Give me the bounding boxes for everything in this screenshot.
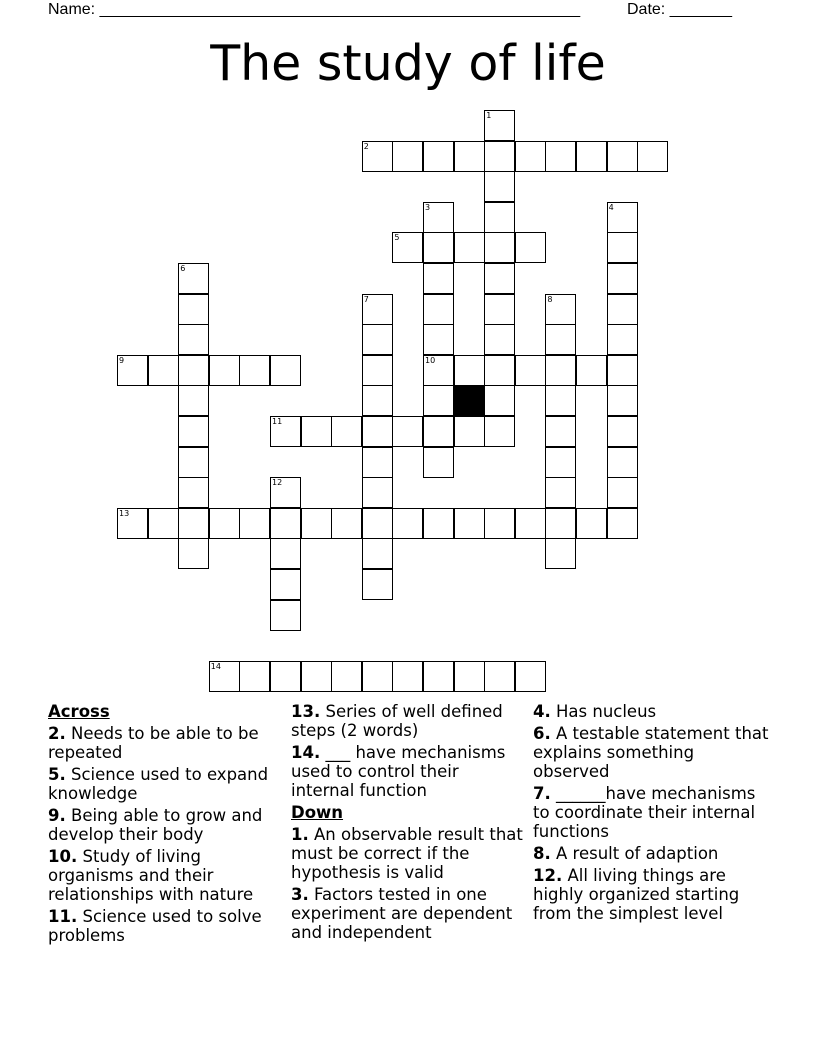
crossword-cell[interactable] — [607, 232, 638, 263]
crossword-cell[interactable] — [392, 508, 423, 539]
cell-number: 2 — [363, 141, 369, 151]
clue-down-12: 12. All living things are highly organized starting from the simplest level — [533, 866, 740, 923]
crossword-cell[interactable] — [178, 416, 209, 447]
crossword-cell[interactable] — [239, 355, 270, 386]
crossword-cell[interactable] — [454, 141, 485, 172]
crossword-cell[interactable] — [239, 661, 270, 692]
crossword-cell[interactable] — [545, 385, 576, 416]
crossword-cell[interactable] — [607, 141, 638, 172]
crossword-cell[interactable] — [545, 477, 576, 508]
crossword-cell[interactable] — [484, 661, 515, 692]
clues-column-1 — [48, 702, 280, 948]
crossword-cell[interactable] — [576, 141, 607, 172]
black-square — [454, 385, 485, 416]
crossword-cell[interactable] — [270, 600, 301, 631]
crossword-cell[interactable] — [362, 477, 393, 508]
crossword-cell[interactable] — [607, 324, 638, 355]
crossword-cell[interactable] — [607, 416, 638, 447]
cell-number: 1 — [486, 111, 492, 120]
clue-across-5: 5. Science used to expand knowledge — [48, 765, 269, 803]
clue-down-4: 4. Has nucleus — [533, 702, 657, 721]
crossword-cell[interactable] — [362, 385, 393, 416]
across-heading: Across — [48, 702, 110, 721]
crossword-cell[interactable] — [362, 294, 393, 325]
crossword-cell[interactable] — [423, 661, 454, 692]
crossword-cell[interactable] — [515, 508, 546, 539]
crossword-cell[interactable] — [484, 355, 515, 386]
crossword-cell[interactable] — [423, 416, 454, 447]
clue-across-10: 10. Study of living organisms and their relationships with nature — [48, 847, 254, 904]
crossword-cell[interactable] — [270, 355, 301, 386]
crossword-cell[interactable] — [454, 508, 485, 539]
crossword-cell[interactable] — [178, 447, 209, 478]
crossword-cell[interactable] — [178, 263, 209, 294]
crossword-cell[interactable] — [362, 416, 393, 447]
crossword-cell[interactable] — [239, 508, 270, 539]
crossword-cell[interactable] — [607, 294, 638, 325]
crossword-cell[interactable] — [515, 661, 546, 692]
crossword-cell[interactable] — [178, 324, 209, 355]
crossword-cell[interactable] — [454, 355, 485, 386]
crossword-cell[interactable] — [484, 110, 515, 141]
crossword-cell[interactable] — [423, 263, 454, 294]
clue-across-13: 13. Series of well defined steps (2 words) — [291, 702, 503, 740]
crossword-cell[interactable] — [270, 508, 301, 539]
crossword-cell[interactable] — [484, 294, 515, 325]
crossword-cell[interactable] — [392, 661, 423, 692]
crossword-cell[interactable] — [576, 508, 607, 539]
crossword-cell[interactable] — [148, 508, 179, 539]
clue-across-14: 14. ___ have mechanisms used to control their internal function — [291, 743, 506, 800]
cell-number: 13 — [119, 508, 130, 518]
crossword-cell[interactable] — [392, 416, 423, 447]
cell-number: 11 — [272, 417, 283, 426]
name-field: Name: ______________________________________________________ — [48, 1, 581, 18]
crossword-cell[interactable] — [423, 447, 454, 478]
cell-number: 14 — [210, 661, 221, 671]
crossword-cell[interactable] — [545, 141, 576, 172]
crossword-cell[interactable] — [392, 232, 423, 263]
crossword-cell[interactable] — [270, 569, 301, 600]
crossword-cell[interactable] — [545, 355, 576, 386]
crossword-cell[interactable] — [362, 508, 393, 539]
crossword-cell[interactable] — [607, 355, 638, 386]
cell-number: 12 — [272, 478, 283, 488]
clue-down-6: 6. A testable statement that explains something observed — [533, 724, 769, 781]
crossword-cell[interactable] — [484, 385, 515, 416]
crossword-cell[interactable] — [392, 141, 423, 172]
crossword-cell[interactable] — [515, 232, 546, 263]
cell-number: 3 — [425, 202, 431, 212]
crossword-cell[interactable] — [484, 263, 515, 294]
cell-number: 7 — [363, 294, 369, 304]
page-title: The study of life — [210, 35, 606, 92]
crossword-cell[interactable] — [148, 355, 179, 386]
crossword-cell[interactable] — [454, 416, 485, 447]
crossword-cell[interactable] — [515, 141, 546, 172]
crossword-cell[interactable] — [209, 508, 240, 539]
clues-column-2 — [291, 702, 527, 945]
crossword-cell[interactable] — [178, 385, 209, 416]
crossword-cell[interactable] — [484, 171, 515, 202]
crossword-cell[interactable] — [301, 416, 332, 447]
crossword-cell[interactable] — [270, 538, 301, 569]
crossword-cell[interactable] — [362, 569, 393, 600]
crossword-cell[interactable] — [362, 355, 393, 386]
clue-down-8: 8. A result of adaption — [533, 844, 719, 863]
crossword-cell[interactable] — [423, 232, 454, 263]
crossword-cell[interactable] — [576, 355, 607, 386]
crossword-cell[interactable] — [117, 355, 148, 386]
clue-down-7: 7. ______have mechanisms to coordinate their internal functions — [533, 784, 756, 841]
crossword-cell[interactable] — [270, 477, 301, 508]
crossword-cell[interactable] — [637, 141, 668, 172]
crossword-cell[interactable] — [484, 416, 515, 447]
clue-across-9: 9. Being able to grow and develop their body — [48, 806, 263, 844]
cell-number: 8 — [547, 294, 553, 304]
clue-down-1: 1. An observable result that must be correct if the hypothesis is valid — [291, 825, 523, 882]
crossword-cell[interactable] — [484, 508, 515, 539]
crossword-cell[interactable] — [423, 324, 454, 355]
crossword-cell[interactable] — [178, 538, 209, 569]
crossword-cell[interactable] — [362, 661, 393, 692]
crossword-cell[interactable] — [209, 355, 240, 386]
crossword-cell[interactable] — [607, 447, 638, 478]
date-field: Date: _______ — [627, 1, 732, 18]
cell-number: 10 — [425, 355, 436, 365]
crossword-cell[interactable] — [607, 202, 638, 233]
crossword-cell[interactable] — [301, 661, 332, 692]
crossword-cell[interactable] — [545, 538, 576, 569]
crossword-cell[interactable] — [117, 508, 148, 539]
crossword-cell[interactable] — [178, 477, 209, 508]
crossword-cell[interactable] — [484, 202, 515, 233]
clue-down-3: 3. Factors tested in one experiment are dependent and independent — [291, 885, 513, 942]
cell-number: 6 — [180, 264, 186, 273]
crossword-cell[interactable] — [607, 477, 638, 508]
crossword-cell[interactable] — [209, 661, 240, 692]
cell-number: 9 — [119, 355, 125, 365]
crossword-cell[interactable] — [270, 416, 301, 447]
crossword-cell[interactable] — [423, 355, 454, 386]
crossword-cell[interactable] — [362, 447, 393, 478]
crossword-cell[interactable] — [178, 508, 209, 539]
crossword-cell[interactable] — [423, 202, 454, 233]
crossword-cell[interactable] — [545, 416, 576, 447]
crossword-cell[interactable] — [545, 294, 576, 325]
clues-column-3 — [533, 702, 769, 926]
crossword-cell[interactable] — [178, 355, 209, 386]
crossword-cell[interactable] — [545, 324, 576, 355]
down-heading: Down — [291, 803, 344, 822]
crossword-cell[interactable] — [423, 294, 454, 325]
crossword-cell[interactable] — [515, 355, 546, 386]
crossword-cell[interactable] — [270, 661, 301, 692]
crossword-cell[interactable] — [423, 141, 454, 172]
clue-across-11: 11. Science used to solve problems — [48, 907, 262, 945]
crossword-cell[interactable] — [484, 324, 515, 355]
crossword-cell[interactable] — [423, 385, 454, 416]
crossword-cell[interactable] — [454, 661, 485, 692]
crossword-cell[interactable] — [484, 141, 515, 172]
crossword-cell[interactable] — [484, 232, 515, 263]
crossword-cell[interactable] — [362, 141, 393, 172]
clue-across-2: 2. Needs to be able to be repeated — [48, 724, 259, 762]
crossword-cell[interactable] — [423, 508, 454, 539]
crossword-cell[interactable] — [545, 508, 576, 539]
crossword-cell[interactable] — [362, 324, 393, 355]
crossword-cell[interactable] — [607, 263, 638, 294]
crossword-cell[interactable] — [331, 661, 362, 692]
crossword-cell[interactable] — [454, 232, 485, 263]
crossword-cell[interactable] — [362, 538, 393, 569]
crossword-cell[interactable] — [545, 447, 576, 478]
crossword-cell[interactable] — [178, 294, 209, 325]
crossword-cell[interactable] — [331, 508, 362, 539]
crossword-cell[interactable] — [607, 385, 638, 416]
cell-number: 5 — [394, 233, 400, 243]
crossword-cell[interactable] — [607, 508, 638, 539]
crossword-cell[interactable] — [301, 508, 332, 539]
cell-number: 4 — [608, 202, 614, 212]
crossword-cell[interactable] — [331, 416, 362, 447]
